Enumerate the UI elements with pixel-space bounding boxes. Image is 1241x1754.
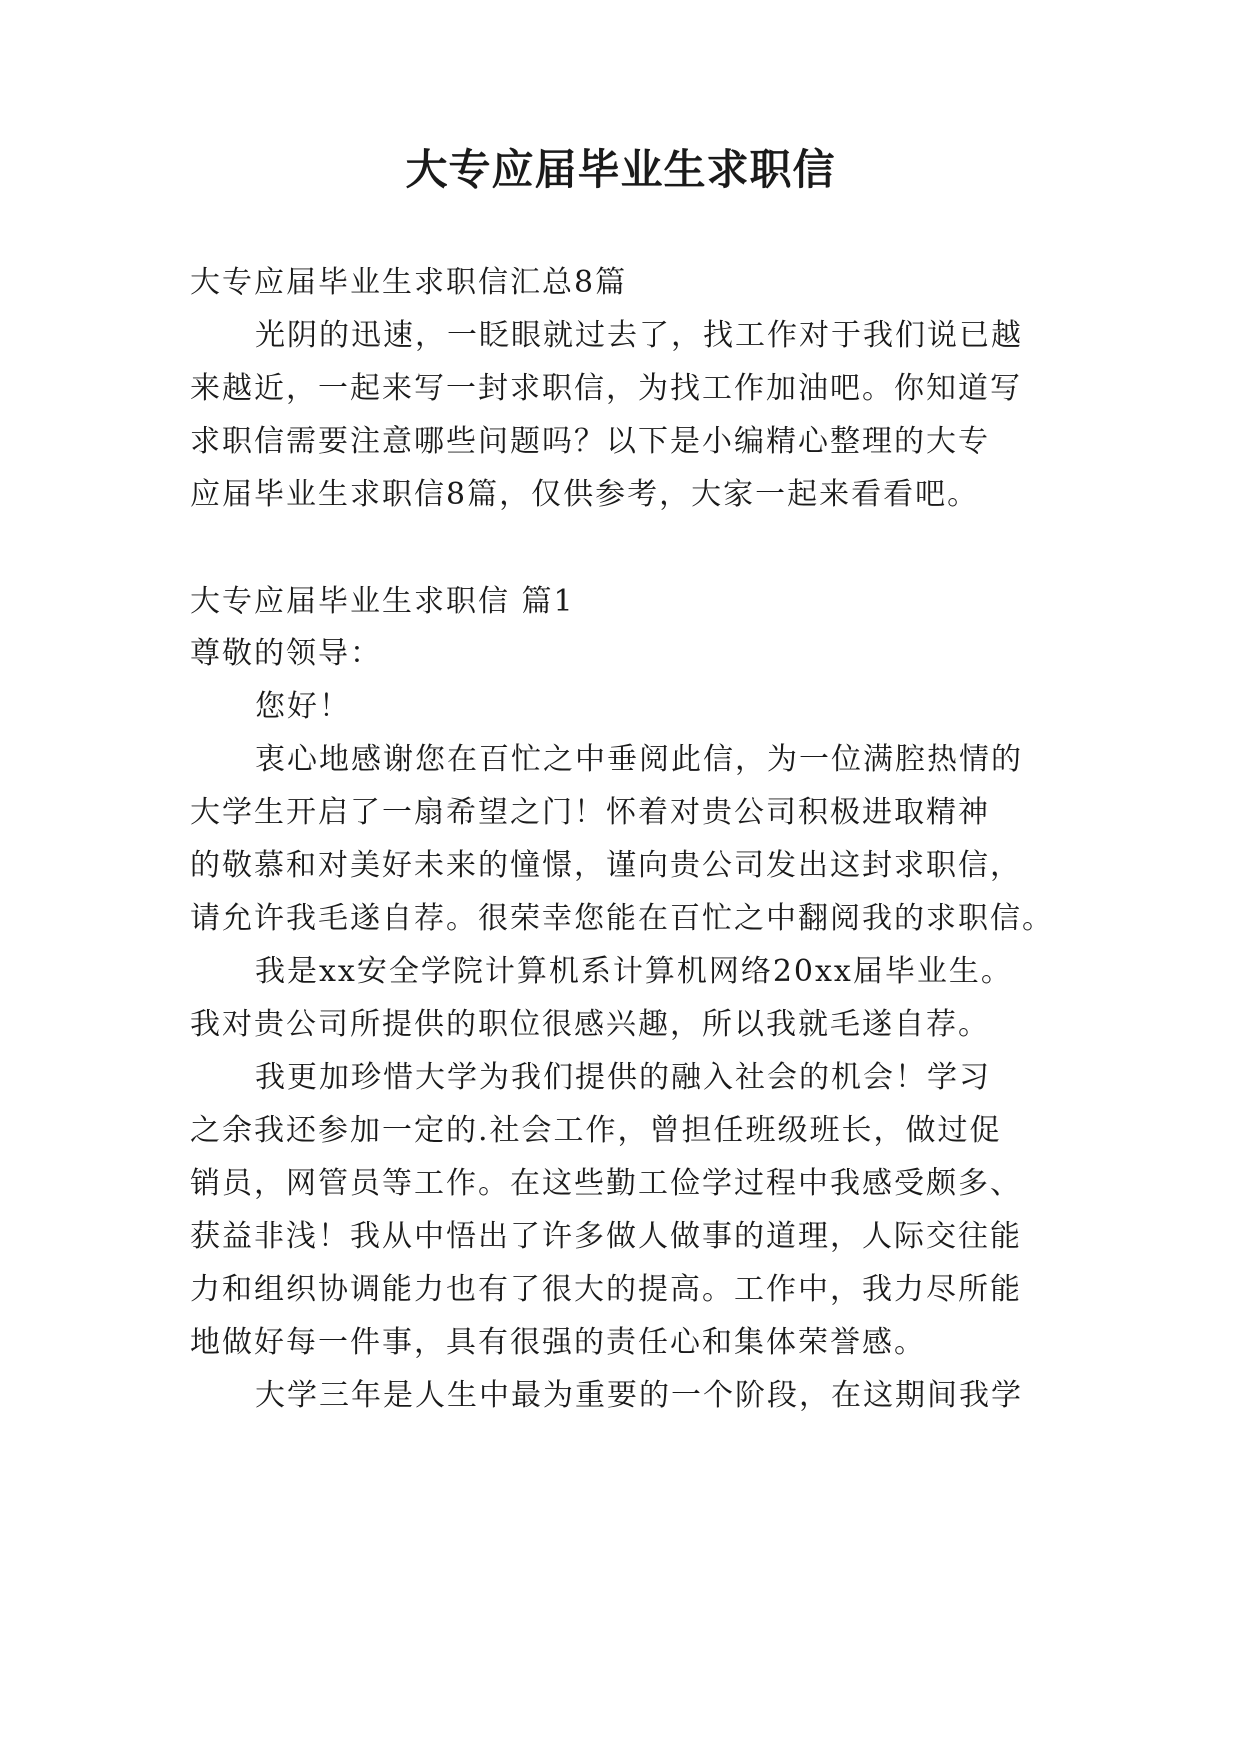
subtitle-line: 大专应届毕业生求职信汇总8篇 <box>190 265 628 300</box>
intro-line: 应届毕业生求职信8篇，仅供参考，大家一起来看看吧。 <box>190 477 980 512</box>
body-line: 的敬慕和对美好未来的憧憬，谨向贵公司发出这封求职信， <box>190 848 1022 883</box>
body-line: 请允许我毛遂自荐。很荣幸您能在百忙之中翻阅我的求职信。 <box>190 901 1054 936</box>
body-line: 衷心地感谢您在百忙之中垂阅此信，为一位满腔热情的 <box>255 742 1023 777</box>
body-line: 我是xx安全学院计算机系计算机网络20xx届毕业生。 <box>255 954 1013 989</box>
intro-line: 来越近，一起来写一封求职信，为找工作加油吧。你知道写 <box>190 371 1022 406</box>
body-line: 之余我还参加一定的.社会工作，曾担任班级班长，做过促 <box>190 1113 1002 1148</box>
intro-line: 求职信需要注意哪些问题吗？以下是小编精心整理的大专 <box>190 424 990 459</box>
body-line: 我对贵公司所提供的职位很感兴趣，所以我就毛遂自荐。 <box>190 1007 990 1042</box>
intro-line: 光阴的迅速，一眨眼就过去了，找工作对于我们说已越 <box>255 318 1023 353</box>
body-line: 销员，网管员等工作。在这些勤工俭学过程中我感受颇多、 <box>190 1166 1022 1201</box>
body-line: 力和组织协调能力也有了很大的提高。工作中，我力尽所能 <box>190 1272 1022 1307</box>
section-heading: 大专应届毕业生求职信 篇1 <box>190 584 575 619</box>
greeting: 您好！ <box>255 689 351 724</box>
body-line: 大学生开启了一扇希望之门！怀着对贵公司积极进取精神 <box>190 795 990 830</box>
body-line: 大学三年是人生中最为重要的一个阶段，在这期间我学 <box>255 1378 1023 1413</box>
body-line: 我更加珍惜大学为我们提供的融入社会的机会！学习 <box>255 1060 991 1095</box>
body-line: 获益非浅！我从中悟出了许多做人做事的道理，人际交往能 <box>190 1219 1022 1254</box>
salutation: 尊敬的领导： <box>190 636 382 671</box>
body-line: 地做好每一件事，具有很强的责任心和集体荣誉感。 <box>190 1325 926 1360</box>
document-title: 大专应届毕业生求职信 <box>405 145 836 194</box>
